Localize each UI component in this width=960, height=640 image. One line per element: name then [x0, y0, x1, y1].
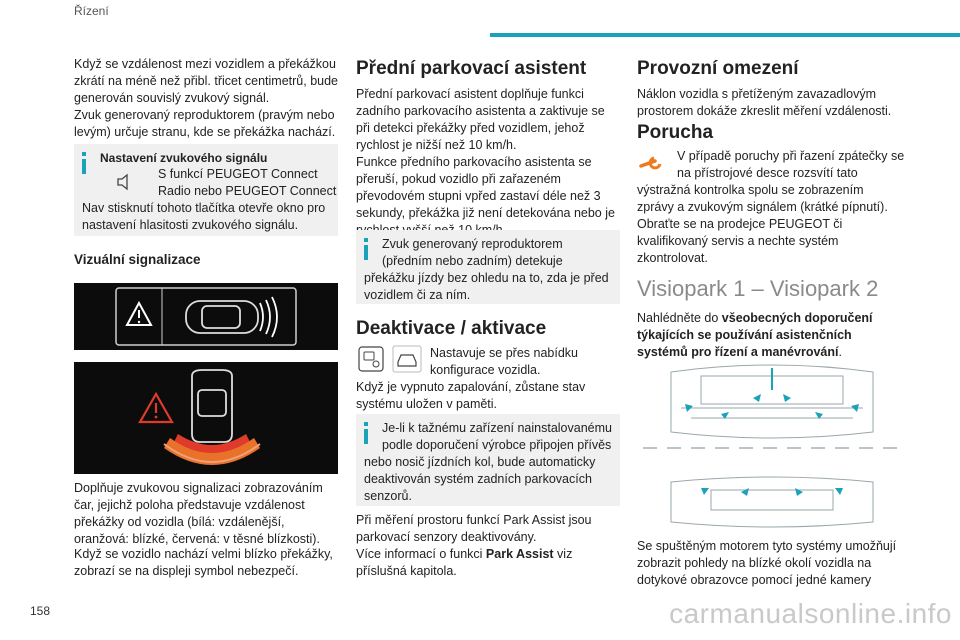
info-note-speaker [356, 230, 620, 304]
paragraph-park-assist: Při měření prostoru funkcí Park Assist jsou parkovací senzory deaktivovány. [356, 513, 592, 544]
proximity-sectors [164, 434, 260, 465]
heading-limits: Provozní omezení [637, 58, 799, 79]
note-text: (předním nebo zadním) detekuje překážku jízdy bez ohledu na to, zda je před vozidlem či za ním. [364, 254, 609, 302]
paragraph-contact-dealer: Obraťte se na prodejce PEUGEOT či kvalifikovaný servis a nechte systém zkontrolovat. [637, 217, 843, 265]
paragraph-speaker-side: Zvuk generovaný reproduktorem (pravým nebo levým) určuje stranu, kde se překážka nachází. [74, 108, 336, 139]
heading-fault: Porucha [637, 122, 714, 143]
heading-front-parking: Přední parkovací asistent [356, 58, 587, 79]
paragraph-visual-description: Doplňuje zvukovou signalizaci zobrazováním čar, jejichž poloha představuje vzdálenost překážky od vozidla (bílá: vzdálenější, oranžová: blízké, červená: v těsné blízkosti). [74, 481, 323, 546]
running-header: Řízení [74, 4, 109, 18]
parking-display-panel-1 [74, 283, 338, 350]
car-config-icon [392, 345, 422, 373]
note-title: Nastavení zvukového signálu [100, 151, 268, 165]
paragraph-front-intro: Přední parkovací asistent doplňuje funkci zadního parkovacího asistenta a zaktivuje se při detekci překážky před vozidlem, jehož rychlost je nižší než 10 km/h. [356, 87, 605, 152]
heading-deactivation: Deaktivace / aktivace [356, 318, 547, 339]
note-line-1: S funkcí PEUGEOT Connect [158, 167, 318, 181]
heading-visual-signal: Vizuální signalizace [74, 252, 201, 267]
settings-menu-icon [356, 345, 386, 373]
header-rule [490, 33, 960, 37]
camera-sensor-diagram [641, 364, 903, 534]
info-note-towbar [356, 414, 620, 506]
note-line-1: Je-li k tažnému zařízení nainstalovanému [382, 421, 612, 435]
paragraph-tilt: Náklon vozidla s přetíženým zavazadlovým prostorem dokáže zkreslit měření vzdálenosti. [637, 87, 892, 118]
deact-line-1: Nastavuje se přes nabídku [430, 346, 579, 360]
fault-line-2: na přístrojové desce rozsvítí tato [677, 166, 858, 180]
note-text: podle doporučení výrobce připojen přívěs nebo nosič jízdních kol, bude automaticky deaktivován systém zadních parkovacích senzorů. [364, 438, 612, 503]
watermark: carmanualsonline.info [669, 598, 952, 629]
paragraph-see-recommendations: Nahlédněte do všeobecných doporučení týkajících se používání asistenčních systémů pro řízení a manévrování. [637, 311, 873, 359]
page-number: 158 [30, 604, 51, 618]
paragraph-danger-symbol: Když se vozidlo nachází velmi blízko překážky, zobrazí se na displeji symbol nebezpečí. [74, 547, 333, 578]
deact-line-2: konfigurace vozidla. [430, 363, 541, 377]
paragraph-more-info: Více informací o funkci Park Assist viz příslušná kapitola. [356, 547, 573, 578]
paragraph-front-interrupt: Funkce předního parkovacího asistenta se přeruší, pokud vozidlo při zařazeném převodovém stupni vpřed zastaví déle než 3 sekundy, překážka již není detekována nebo je [356, 155, 615, 220]
paragraph-fault-text: výstražná kontrolka spolu se zobrazením zprávy a zvukovým signálem (krátké pípnutí). [637, 183, 888, 214]
paragraph-distance-warning: Když se vzdálenost mezi vozidlem a překážkou zkrátí na méně než přibl. třicet centimetrů, bude generován souvislý zvukový signál. [74, 57, 339, 105]
note-text: Nav stisknutí tohoto tlačítka otevře okno pro nastavení hlasitosti zvukového signálu. [82, 201, 326, 232]
paragraph-memory: Když je vypnuto zapalování, zůstane stav systému uložen v paměti. [356, 380, 586, 411]
parking-display-panel-2 [74, 362, 338, 474]
info-note-sound [74, 144, 338, 236]
fault-line-1: V případě poruchy při řazení zpátečky se [677, 149, 905, 163]
car-rear-topview-icon [192, 370, 232, 442]
wrench-warning-icon [637, 150, 669, 176]
note-line-2: Radio nebo PEUGEOT Connect [158, 184, 337, 198]
car-topview-icon [186, 301, 258, 333]
heading-visiopark: Visiopark 1 – Visiopark 2 [637, 276, 879, 301]
note-line-1: Zvuk generovaný reproduktorem [382, 237, 563, 251]
info-icon [82, 152, 86, 174]
paragraph-camera-views: Se spuštěným motorem tyto systémy umožňují zobrazit pohledy na blízké okolí vozidla na dotykové obrazovce pomocí jedné kamery [637, 539, 897, 587]
speaker-icon [114, 172, 134, 192]
